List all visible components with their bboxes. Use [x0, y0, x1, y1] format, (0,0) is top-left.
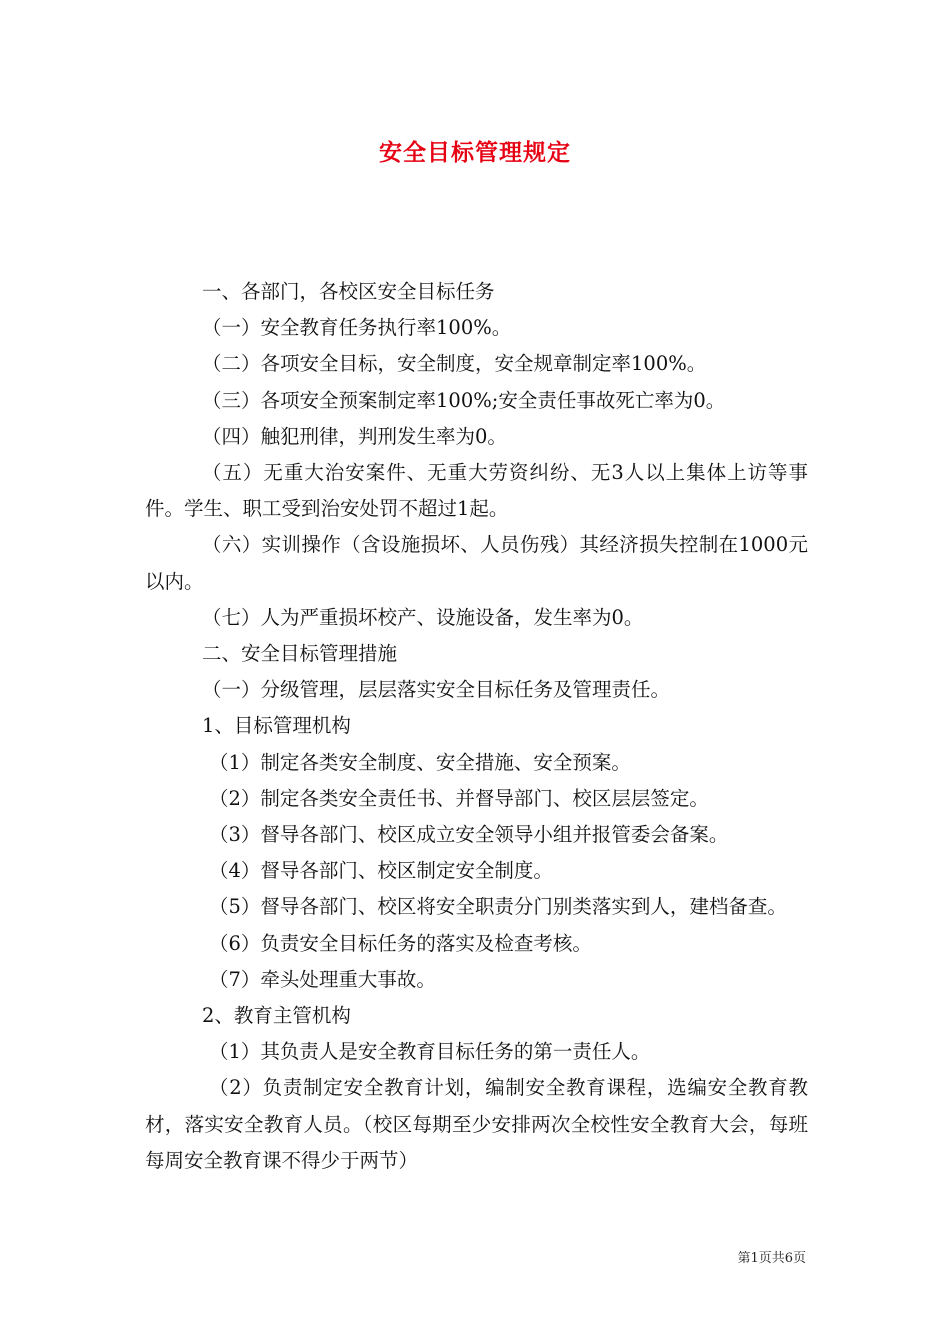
paragraph: （五）无重大治安案件、无重大劳资纠纷、无3人以上集体上访等事件。学生、职工受到治安处罚不超过1起。 — [145, 461, 808, 521]
paragraph: （7）牵头处理重大事故。 — [209, 967, 436, 991]
document-body — [145, 274, 808, 1179]
paragraph: （一）分级管理，层层落实安全目标任务及管理责任。 — [202, 678, 671, 702]
paragraph: （一）安全教育任务执行率100%。 — [202, 316, 512, 340]
paragraph: （3）督导各部门、校区成立安全领导小组并报管委会备案。 — [209, 823, 729, 847]
subsection-heading: 2、教育主管机构 — [202, 1004, 351, 1028]
paragraph: （二）各项安全目标，安全制度，安全规章制定率100%。 — [202, 352, 707, 376]
paragraph: （三）各项安全预案制定率100%;安全责任事故死亡率为0。 — [202, 388, 726, 412]
document-title: 安全目标管理规定 — [379, 140, 571, 166]
section-heading: 二、安全目标管理措施 — [202, 642, 398, 666]
paragraph: （四）触犯刑律，判刑发生率为0。 — [202, 424, 507, 448]
paragraph: （1）制定各类安全制度、安全措施、安全预案。 — [209, 750, 631, 774]
paragraph: 一、各部门，各校区安全目标任务 — [202, 280, 495, 303]
paragraph: （4）督导各部门、校区制定安全制度。 — [209, 859, 553, 883]
paragraph: （六）实训操作（含设施损坏、人员伤残）其经济损失控制在1000元以内。 — [145, 533, 808, 593]
subsection-heading: 1、目标管理机构 — [202, 714, 351, 738]
paragraph: （1）其负责人是安全教育目标任务的第一责任人。 — [209, 1040, 651, 1064]
paragraph: （5）督导各部门、校区将安全职责分门别类落实到人，建档备查。 — [209, 895, 787, 919]
paragraph: （6）负责安全目标任务的落实及检查考核。 — [209, 931, 592, 955]
paragraph: （2）负责制定安全教育计划，编制安全教育课程，选编安全教育教材，落实安全教育人员。（校区每期至少安排两次全校性安全教育大会，每班每周安全教育课不得少于两节） — [145, 1076, 808, 1172]
paragraph: （2）制定各类安全责任书、并督导部门、校区层层签定。 — [209, 786, 709, 810]
paragraph: （七）人为严重损坏校产、设施设备，发生率为0。 — [202, 605, 644, 629]
page-number-footer: 第1页共6页 — [737, 1251, 806, 1266]
